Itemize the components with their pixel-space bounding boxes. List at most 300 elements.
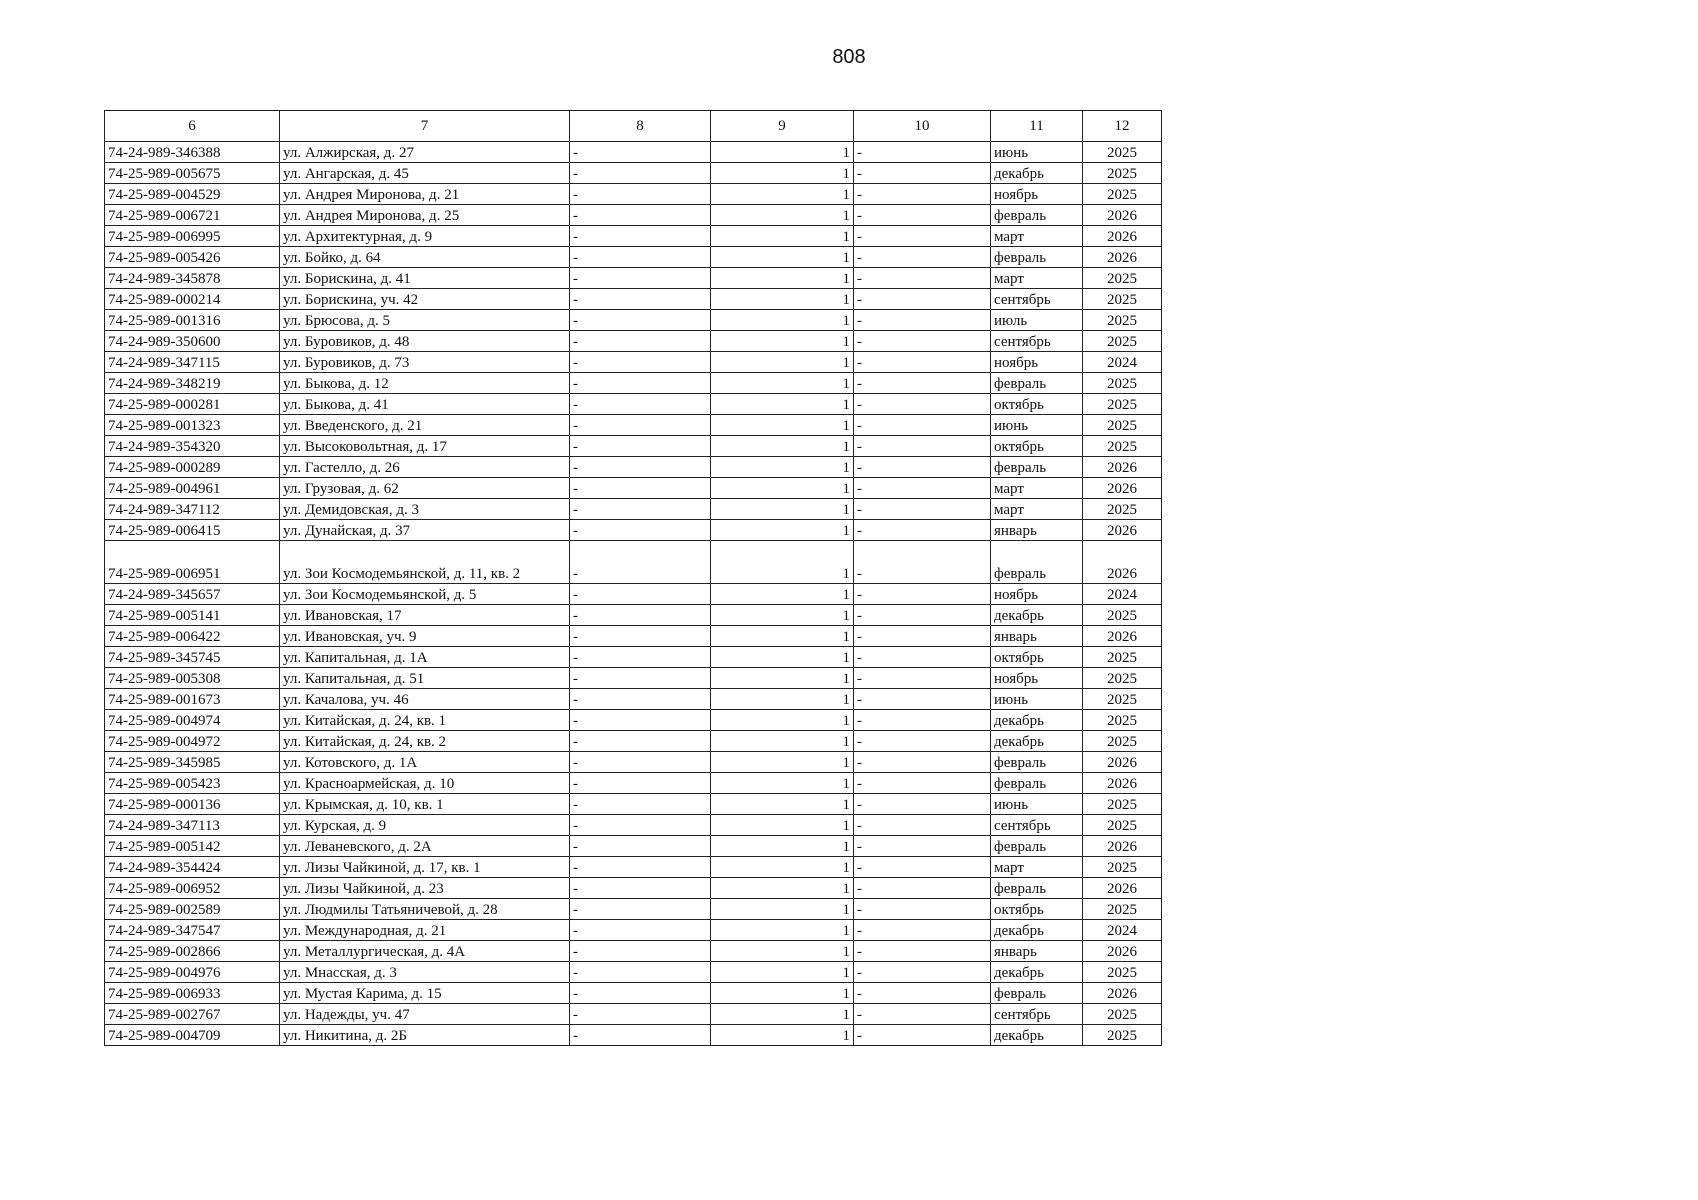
month-cell: февраль [991,205,1083,226]
year-cell: 2025 [1083,289,1162,310]
year-cell: 2026 [1083,878,1162,899]
header-col-11: 11 [991,111,1083,142]
cadastral-number-cell: 74-25-989-004972 [105,731,280,752]
year-cell: 2025 [1083,268,1162,289]
month-cell: сентябрь [991,331,1083,352]
table-row [105,605,1162,626]
year-cell: 2025 [1083,499,1162,520]
count-cell: 1 [711,499,854,520]
col-8-value-cell: - [570,731,711,752]
month-cell: февраль [991,773,1083,794]
address-cell: ул. Международная, д. 21 [280,920,570,941]
month-cell: февраль [991,983,1083,1004]
table-row [105,373,1162,394]
table-row [105,941,1162,962]
year-cell: 2026 [1083,941,1162,962]
count-cell: 1 [711,1004,854,1025]
month-cell: январь [991,626,1083,647]
month-cell: ноябрь [991,352,1083,373]
table-row [105,689,1162,710]
col-10-value-cell: - [854,289,991,310]
year-cell: 2026 [1083,836,1162,857]
month-cell: март [991,478,1083,499]
count-cell: 1 [711,941,854,962]
address-cell: ул. Капитальная, д. 51 [280,668,570,689]
col-10-value-cell: - [854,983,991,1004]
month-cell: июнь [991,142,1083,163]
col-8-value-cell: - [570,394,711,415]
col-10-value-cell: - [854,605,991,626]
year-cell: 2026 [1083,478,1162,499]
col-8-value-cell: - [570,268,711,289]
header-col-10: 10 [854,111,991,142]
col-8-value-cell: - [570,773,711,794]
month-cell: декабрь [991,962,1083,983]
count-cell: 1 [711,478,854,499]
col-10-value-cell: - [854,710,991,731]
col-10-value-cell: - [854,541,991,584]
address-cell: ул. Алжирская, д. 27 [280,142,570,163]
address-cell: ул. Архитектурная, д. 9 [280,226,570,247]
count-cell: 1 [711,541,854,584]
year-cell: 2024 [1083,920,1162,941]
table-row [105,268,1162,289]
cadastral-number-cell: 74-24-989-345878 [105,268,280,289]
month-cell: июль [991,310,1083,331]
year-cell: 2025 [1083,394,1162,415]
cadastral-number-cell: 74-25-989-006721 [105,205,280,226]
address-cell: ул. Ангарская, д. 45 [280,163,570,184]
col-10-value-cell: - [854,689,991,710]
year-cell: 2026 [1083,752,1162,773]
month-cell: ноябрь [991,184,1083,205]
table-row [105,668,1162,689]
cadastral-number-cell: 74-25-989-005142 [105,836,280,857]
month-cell: декабрь [991,920,1083,941]
col-10-value-cell: - [854,1025,991,1046]
col-10-value-cell: - [854,184,991,205]
table-row [105,352,1162,373]
cadastral-number-cell: 74-25-989-006933 [105,983,280,1004]
col-10-value-cell: - [854,163,991,184]
col-8-value-cell: - [570,373,711,394]
table-row [105,205,1162,226]
address-cell: ул. Красноармейская, д. 10 [280,773,570,794]
col-10-value-cell: - [854,794,991,815]
count-cell: 1 [711,983,854,1004]
year-cell: 2026 [1083,226,1162,247]
col-8-value-cell: - [570,415,711,436]
cadastral-number-cell: 74-24-989-347115 [105,352,280,373]
count-cell: 1 [711,878,854,899]
col-8-value-cell: - [570,689,711,710]
year-cell: 2025 [1083,142,1162,163]
address-cell: ул. Борискина, уч. 42 [280,289,570,310]
col-10-value-cell: - [854,815,991,836]
address-cell: ул. Надежды, уч. 47 [280,1004,570,1025]
cadastral-number-cell: 74-25-989-004709 [105,1025,280,1046]
count-cell: 1 [711,710,854,731]
col-8-value-cell: - [570,983,711,1004]
cadastral-number-cell: 74-25-989-002589 [105,899,280,920]
count-cell: 1 [711,689,854,710]
count-cell: 1 [711,268,854,289]
table-row [105,394,1162,415]
count-cell: 1 [711,310,854,331]
col-10-value-cell: - [854,331,991,352]
cadastral-number-cell: 74-25-989-005308 [105,668,280,689]
col-10-value-cell: - [854,836,991,857]
col-10-value-cell: - [854,1004,991,1025]
address-cell: ул. Введенского, д. 21 [280,415,570,436]
month-cell: ноябрь [991,584,1083,605]
count-cell: 1 [711,605,854,626]
address-cell: ул. Никитина, д. 2Б [280,1025,570,1046]
year-cell: 2025 [1083,163,1162,184]
table-row [105,331,1162,352]
year-cell: 2025 [1083,310,1162,331]
count-cell: 1 [711,962,854,983]
col-10-value-cell: - [854,247,991,268]
year-cell: 2026 [1083,626,1162,647]
table-row [105,584,1162,605]
address-cell: ул. Крымская, д. 10, кв. 1 [280,794,570,815]
cadastral-number-cell: 74-24-989-348219 [105,373,280,394]
col-8-value-cell: - [570,920,711,941]
table-row [105,541,1162,584]
table-row [105,289,1162,310]
col-10-value-cell: - [854,457,991,478]
cadastral-number-cell: 74-25-989-005426 [105,247,280,268]
month-cell: февраль [991,752,1083,773]
col-8-value-cell: - [570,899,711,920]
address-cell: ул. Капитальная, д. 1А [280,647,570,668]
address-cell: ул. Металлургическая, д. 4А [280,941,570,962]
col-10-value-cell: - [854,373,991,394]
count-cell: 1 [711,457,854,478]
col-8-value-cell: - [570,436,711,457]
col-8-value-cell: - [570,520,711,541]
month-cell: январь [991,941,1083,962]
count-cell: 1 [711,836,854,857]
count-cell: 1 [711,394,854,415]
month-cell: февраль [991,541,1083,584]
cadastral-number-cell: 74-25-989-005675 [105,163,280,184]
header-col-8: 8 [570,111,711,142]
cadastral-number-cell: 74-24-989-347112 [105,499,280,520]
count-cell: 1 [711,289,854,310]
table-row [105,226,1162,247]
month-cell: февраль [991,373,1083,394]
address-cell: ул. Высоковольтная, д. 17 [280,436,570,457]
table-row [105,1004,1162,1025]
address-cell: ул. Котовского, д. 1А [280,752,570,773]
address-cell: ул. Буровиков, д. 73 [280,352,570,373]
address-cell: ул. Мнасская, д. 3 [280,962,570,983]
cadastral-number-cell: 74-24-989-354424 [105,857,280,878]
address-cell: ул. Мустая Карима, д. 15 [280,983,570,1004]
col-8-value-cell: - [570,184,711,205]
month-cell: январь [991,520,1083,541]
count-cell: 1 [711,899,854,920]
month-cell: октябрь [991,899,1083,920]
cadastral-number-cell: 74-25-989-004976 [105,962,280,983]
col-10-value-cell: - [854,647,991,668]
col-10-value-cell: - [854,668,991,689]
year-cell: 2025 [1083,731,1162,752]
month-cell: март [991,857,1083,878]
count-cell: 1 [711,584,854,605]
col-10-value-cell: - [854,962,991,983]
month-cell: март [991,226,1083,247]
year-cell: 2026 [1083,541,1162,584]
count-cell: 1 [711,647,854,668]
table-row [105,836,1162,857]
count-cell: 1 [711,1025,854,1046]
count-cell: 1 [711,373,854,394]
year-cell: 2025 [1083,1004,1162,1025]
count-cell: 1 [711,226,854,247]
month-cell: февраль [991,878,1083,899]
year-cell: 2025 [1083,184,1162,205]
address-cell: ул. Леваневского, д. 2А [280,836,570,857]
col-8-value-cell: - [570,962,711,983]
page-number: 808 [832,46,866,68]
col-8-value-cell: - [570,668,711,689]
col-10-value-cell: - [854,226,991,247]
address-cell: ул. Быкова, д. 41 [280,394,570,415]
col-8-value-cell: - [570,289,711,310]
year-cell: 2025 [1083,815,1162,836]
header-col-6: 6 [105,111,280,142]
col-8-value-cell: - [570,752,711,773]
address-cell: ул. Качалова, уч. 46 [280,689,570,710]
col-10-value-cell: - [854,878,991,899]
col-10-value-cell: - [854,626,991,647]
col-8-value-cell: - [570,815,711,836]
cadastral-number-cell: 74-24-989-347547 [105,920,280,941]
col-8-value-cell: - [570,710,711,731]
month-cell: июнь [991,415,1083,436]
col-10-value-cell: - [854,205,991,226]
table-body [105,142,1162,1046]
table-row [105,310,1162,331]
col-8-value-cell: - [570,1025,711,1046]
cadastral-number-cell: 74-25-989-005141 [105,605,280,626]
cadastral-number-cell: 74-24-989-347113 [105,815,280,836]
table-row [105,184,1162,205]
table-row [105,962,1162,983]
col-8-value-cell: - [570,541,711,584]
cadastral-number-cell: 74-25-989-000281 [105,394,280,415]
table-row [105,794,1162,815]
col-8-value-cell: - [570,478,711,499]
col-10-value-cell: - [854,436,991,457]
col-10-value-cell: - [854,752,991,773]
count-cell: 1 [711,794,854,815]
cadastral-number-cell: 74-25-989-006415 [105,520,280,541]
count-cell: 1 [711,752,854,773]
count-cell: 1 [711,415,854,436]
table-row [105,436,1162,457]
col-8-value-cell: - [570,310,711,331]
col-10-value-cell: - [854,520,991,541]
month-cell: октябрь [991,647,1083,668]
table-row [105,647,1162,668]
col-8-value-cell: - [570,647,711,668]
col-10-value-cell: - [854,415,991,436]
table-row [105,752,1162,773]
cadastral-number-cell: 74-25-989-002866 [105,941,280,962]
month-cell: март [991,499,1083,520]
col-8-value-cell: - [570,142,711,163]
header-col-9: 9 [711,111,854,142]
month-cell: сентябрь [991,289,1083,310]
count-cell: 1 [711,331,854,352]
table-row [105,710,1162,731]
cadastral-number-cell: 74-25-989-001323 [105,415,280,436]
month-cell: декабрь [991,163,1083,184]
table-row [105,773,1162,794]
cadastral-number-cell: 74-25-989-000136 [105,794,280,815]
col-10-value-cell: - [854,584,991,605]
year-cell: 2025 [1083,415,1162,436]
count-cell: 1 [711,773,854,794]
table-row [105,457,1162,478]
month-cell: ноябрь [991,668,1083,689]
year-cell: 2024 [1083,584,1162,605]
col-10-value-cell: - [854,142,991,163]
cadastral-number-cell: 74-25-989-345985 [105,752,280,773]
year-cell: 2025 [1083,668,1162,689]
cadastral-number-cell: 74-25-989-002767 [105,1004,280,1025]
col-8-value-cell: - [570,352,711,373]
year-cell: 2025 [1083,689,1162,710]
header-col-7: 7 [280,111,570,142]
col-10-value-cell: - [854,920,991,941]
year-cell: 2025 [1083,1025,1162,1046]
cadastral-number-cell: 74-25-989-345745 [105,647,280,668]
count-cell: 1 [711,436,854,457]
address-cell: ул. Зои Космодемьянской, д. 11, кв. 2 [280,541,570,584]
month-cell: февраль [991,247,1083,268]
year-cell: 2025 [1083,710,1162,731]
count-cell: 1 [711,520,854,541]
count-cell: 1 [711,731,854,752]
month-cell: октябрь [991,394,1083,415]
year-cell: 2026 [1083,773,1162,794]
address-cell: ул. Ивановская, уч. 9 [280,626,570,647]
col-8-value-cell: - [570,457,711,478]
year-cell: 2025 [1083,899,1162,920]
address-cell: ул. Китайская, д. 24, кв. 1 [280,710,570,731]
address-cell: ул. Ивановская, 17 [280,605,570,626]
year-cell: 2025 [1083,794,1162,815]
data-table [104,110,1162,1046]
table-row [105,857,1162,878]
col-8-value-cell: - [570,584,711,605]
address-cell: ул. Лизы Чайкиной, д. 23 [280,878,570,899]
month-cell: февраль [991,836,1083,857]
count-cell: 1 [711,247,854,268]
col-10-value-cell: - [854,773,991,794]
col-10-value-cell: - [854,310,991,331]
cadastral-number-cell: 74-25-989-004961 [105,478,280,499]
col-10-value-cell: - [854,857,991,878]
col-8-value-cell: - [570,794,711,815]
month-cell: декабрь [991,1025,1083,1046]
table-row [105,731,1162,752]
col-10-value-cell: - [854,899,991,920]
year-cell: 2026 [1083,457,1162,478]
year-cell: 2026 [1083,247,1162,268]
table-row [105,815,1162,836]
address-cell: ул. Андрея Миронова, д. 25 [280,205,570,226]
table-row [105,142,1162,163]
month-cell: декабрь [991,710,1083,731]
table-row [105,626,1162,647]
year-cell: 2025 [1083,331,1162,352]
cadastral-number-cell: 74-25-989-006422 [105,626,280,647]
count-cell: 1 [711,184,854,205]
table-row [105,878,1162,899]
table-header [105,111,1162,142]
col-8-value-cell: - [570,605,711,626]
col-8-value-cell: - [570,205,711,226]
cadastral-number-cell: 74-25-989-000214 [105,289,280,310]
cadastral-number-cell: 74-25-989-005423 [105,773,280,794]
count-cell: 1 [711,142,854,163]
year-cell: 2025 [1083,647,1162,668]
col-8-value-cell: - [570,1004,711,1025]
month-cell: март [991,268,1083,289]
year-cell: 2025 [1083,373,1162,394]
year-cell: 2026 [1083,983,1162,1004]
address-cell: ул. Буровиков, д. 48 [280,331,570,352]
count-cell: 1 [711,163,854,184]
col-10-value-cell: - [854,731,991,752]
col-8-value-cell: - [570,499,711,520]
year-cell: 2025 [1083,962,1162,983]
month-cell: сентябрь [991,1004,1083,1025]
table-row [105,499,1162,520]
table-row [105,1025,1162,1046]
year-cell: 2025 [1083,436,1162,457]
month-cell: декабрь [991,605,1083,626]
month-cell: декабрь [991,731,1083,752]
address-cell: ул. Гастелло, д. 26 [280,457,570,478]
address-cell: ул. Борискина, д. 41 [280,268,570,289]
month-cell: сентябрь [991,815,1083,836]
count-cell: 1 [711,352,854,373]
col-10-value-cell: - [854,352,991,373]
col-10-value-cell: - [854,478,991,499]
year-cell: 2026 [1083,205,1162,226]
month-cell: октябрь [991,436,1083,457]
address-cell: ул. Людмилы Татьяничевой, д. 28 [280,899,570,920]
year-cell: 2025 [1083,605,1162,626]
count-cell: 1 [711,668,854,689]
col-8-value-cell: - [570,941,711,962]
col-8-value-cell: - [570,857,711,878]
count-cell: 1 [711,626,854,647]
col-8-value-cell: - [570,226,711,247]
address-cell: ул. Курская, д. 9 [280,815,570,836]
year-cell: 2024 [1083,352,1162,373]
month-cell: июнь [991,794,1083,815]
count-cell: 1 [711,205,854,226]
count-cell: 1 [711,815,854,836]
